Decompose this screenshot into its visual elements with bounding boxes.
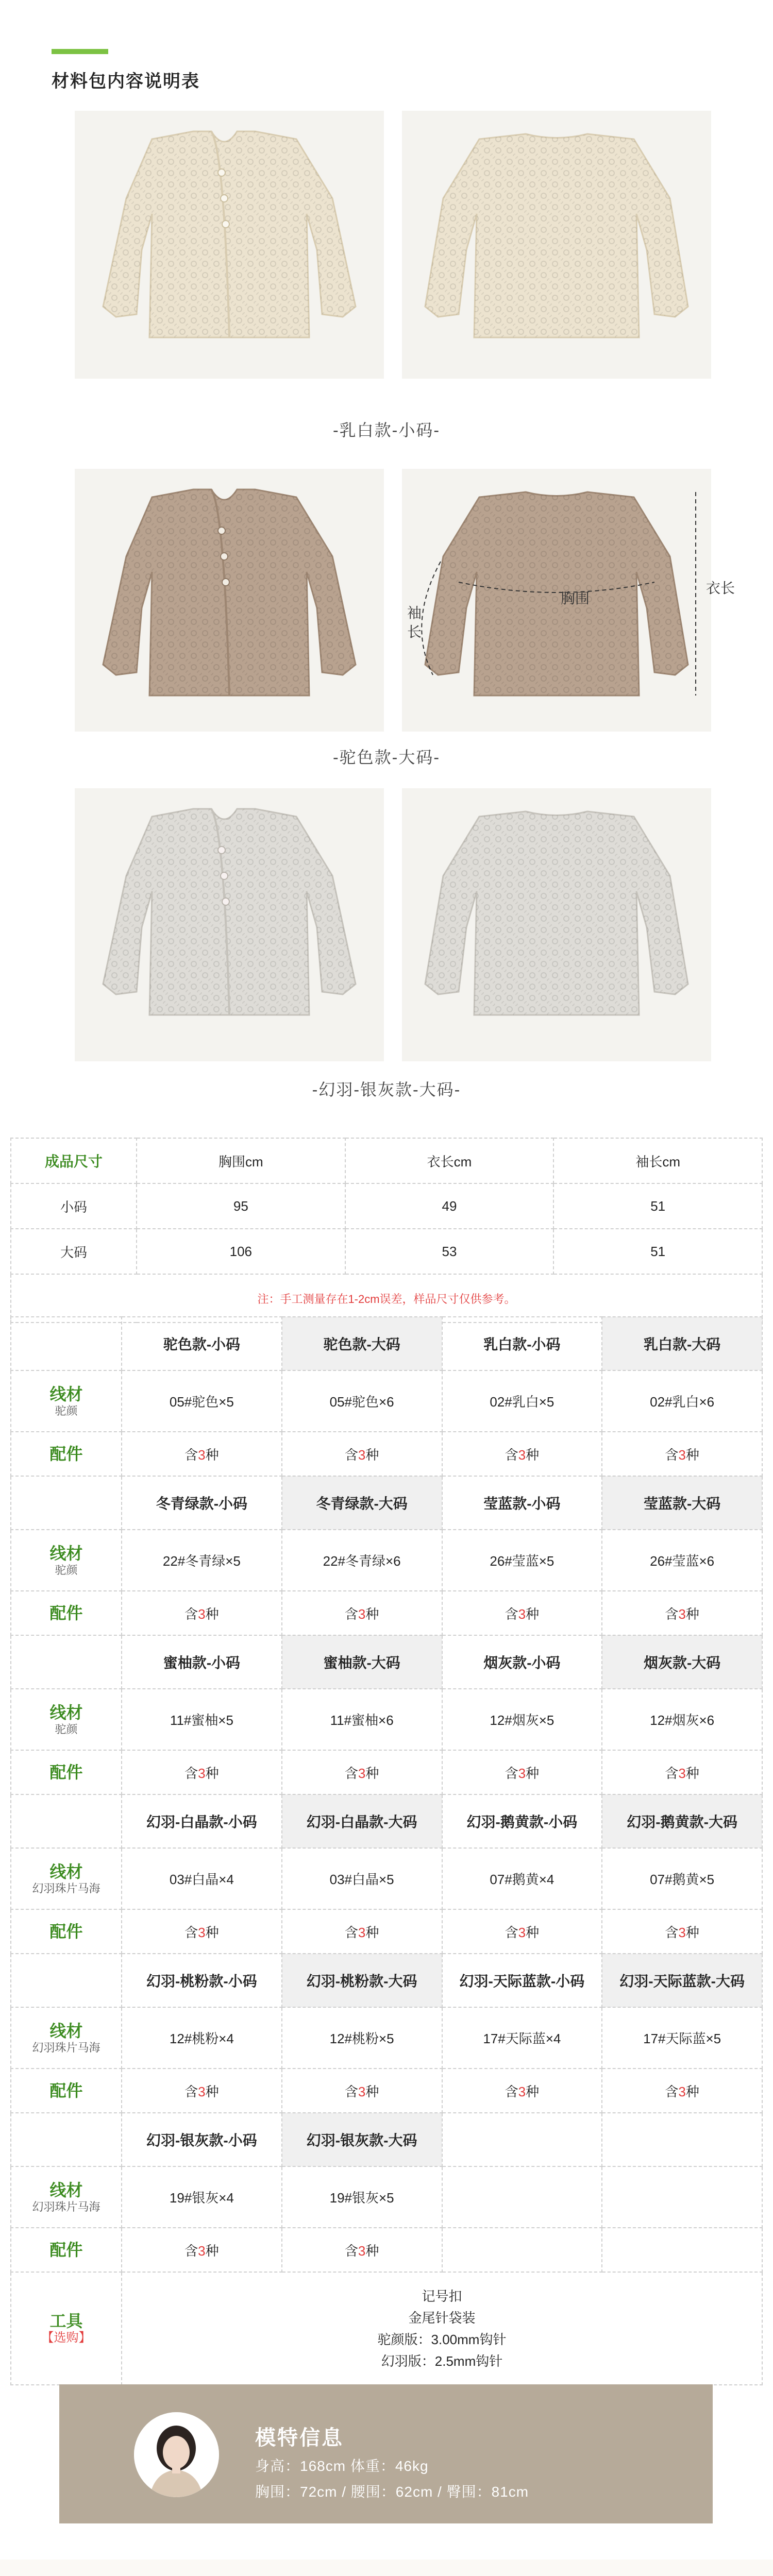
yarn-cell: 26#莹蓝×6 — [602, 1530, 762, 1591]
accessory-text-post: 种 — [205, 1765, 219, 1781]
accessory-count: 3 — [518, 1447, 526, 1463]
accessory-text-pre: 含 — [665, 1606, 679, 1622]
accessory-text-pre: 含 — [505, 1765, 518, 1781]
materials-yarn-row — [11, 1848, 762, 1909]
accessory-count: 3 — [358, 1606, 366, 1622]
materials-variant-header: 莹蓝款-大码 — [602, 1476, 762, 1530]
accessory-text-pre: 含 — [665, 1447, 679, 1463]
accessory-cell — [282, 1750, 442, 1794]
yarn-sublabel: 驼颜 — [55, 1563, 78, 1577]
accessory-text-post: 种 — [365, 1606, 379, 1622]
accessory-text-pre: 含 — [665, 1765, 679, 1781]
materials-accessory-row — [11, 1909, 762, 1954]
tools-list-cell — [122, 2272, 762, 2385]
accessory-cell — [602, 1591, 762, 1635]
yarn-label: 线材 — [49, 1385, 83, 1404]
yarn-cell: 07#鹅黄×5 — [602, 1848, 762, 1909]
materials-yarn-row — [11, 1689, 762, 1750]
materials-variant-header: 幻羽-天际蓝款-小码 — [442, 1954, 602, 2007]
tools-row-label — [11, 2272, 122, 2385]
materials-tools-row — [11, 2272, 762, 2385]
tools-list-item: 金尾针袋装 — [408, 2310, 476, 2326]
accessory-text-post: 种 — [526, 1606, 540, 1622]
materials-header-row — [11, 1794, 762, 1848]
product-photo-cream-front — [75, 111, 384, 379]
accessory-count: 3 — [198, 2083, 206, 2099]
accessory-row-label: 配件 — [11, 2228, 122, 2272]
size-table-cell: 106 — [137, 1229, 345, 1274]
materials-variant-header: 烟灰款-大码 — [602, 1635, 762, 1689]
accessory-text-post: 种 — [685, 1447, 699, 1463]
accessory-count: 3 — [518, 1924, 526, 1940]
accessory-text-post: 种 — [685, 1606, 699, 1622]
accessory-cell — [282, 1591, 442, 1635]
tools-label: 工具 — [49, 2311, 83, 2330]
accessory-count: 3 — [198, 2243, 206, 2259]
size-table-header-cell: 成品尺寸 — [11, 1138, 137, 1183]
accessory-text-post: 种 — [685, 1924, 699, 1940]
materials-variant-header: 幻羽-桃粉款-大码 — [282, 1954, 442, 2007]
yarn-cell: 12#桃粉×5 — [282, 2007, 442, 2069]
accessory-text-post: 种 — [205, 1924, 219, 1940]
accessory-text-pre: 含 — [344, 1924, 358, 1940]
accessory-text-pre: 含 — [184, 2083, 198, 2099]
accessory-count: 3 — [678, 1765, 686, 1781]
yarn-cell: 05#驼色×5 — [122, 1370, 282, 1432]
yarn-label: 线材 — [49, 2022, 83, 2041]
size-table-row — [11, 1229, 762, 1274]
size-table-header-cell: 衣长cm — [345, 1138, 554, 1183]
materials-variant-header: 幻羽-桃粉款-小码 — [122, 1954, 282, 2007]
materials-variant-header: 幻羽-银灰款-大码 — [282, 2113, 442, 2166]
accessory-text-post: 种 — [526, 1765, 540, 1781]
size-table-header — [11, 1138, 762, 1183]
size-table-row — [11, 1183, 762, 1229]
materials-table — [10, 1316, 763, 2385]
materials-variant-header — [602, 2113, 762, 2166]
yarn-cell — [602, 2166, 762, 2228]
accessory-text-pre: 含 — [505, 1606, 518, 1622]
accessory-text-post: 种 — [526, 1924, 540, 1940]
materials-variant-header: 乳白款-大码 — [602, 1317, 762, 1370]
materials-variant-header: 烟灰款-小码 — [442, 1635, 602, 1689]
model-info-line-1: 身高：168cm 体重：46kg — [255, 2458, 429, 2474]
materials-variant-header: 蜜柚款-小码 — [122, 1635, 282, 1689]
accessory-text-post: 种 — [365, 1447, 379, 1463]
yarn-cell: 19#银灰×5 — [282, 2166, 442, 2228]
accessory-cell — [442, 1750, 602, 1794]
size-table — [10, 1138, 763, 1323]
materials-accessory-row — [11, 2069, 762, 2113]
accessory-text-pre: 含 — [184, 1924, 198, 1940]
size-table-cell: 51 — [553, 1229, 762, 1274]
materials-yarn-row — [11, 2166, 762, 2228]
materials-header-row — [11, 1317, 762, 1370]
yarn-cell: 12#桃粉×4 — [122, 2007, 282, 2069]
tools-list-item: 驼颜版：3.00mm钩针 — [377, 2331, 507, 2347]
materials-variant-header: 冬青绿款-大码 — [282, 1476, 442, 1530]
yarn-cell: 12#烟灰×5 — [442, 1689, 602, 1750]
title-accent-bar — [52, 49, 108, 54]
measure-label-chest: 胸围 — [561, 590, 590, 606]
accessory-text-pre: 含 — [344, 2083, 358, 2099]
accessory-cell — [442, 1591, 602, 1635]
yarn-label: 线材 — [49, 2181, 83, 2200]
accessory-cell — [122, 1750, 282, 1794]
accessory-text-pre: 含 — [665, 1924, 679, 1940]
accessory-text-pre: 含 — [184, 1606, 198, 1622]
accessory-text-pre: 含 — [505, 2083, 518, 2099]
accessory-count: 3 — [518, 1765, 526, 1781]
accessory-cell — [282, 1432, 442, 1476]
measure-label-length: 衣长 — [706, 580, 735, 596]
yarn-cell: 07#鹅黄×4 — [442, 1848, 602, 1909]
accessory-count: 3 — [198, 1765, 206, 1781]
yarn-row-label — [11, 1370, 122, 1432]
accessory-count: 3 — [358, 2243, 366, 2259]
accessory-count: 3 — [518, 1606, 526, 1622]
accessory-row-label: 配件 — [11, 1591, 122, 1635]
yarn-cell: 17#天际蓝×5 — [602, 2007, 762, 2069]
yarn-sublabel: 幻羽珠片马海 — [32, 1882, 100, 1895]
yarn-cell: 17#天际蓝×4 — [442, 2007, 602, 2069]
materials-variant-header: 乳白款-小码 — [442, 1317, 602, 1370]
model-avatar — [134, 2412, 219, 2497]
accessory-row-label: 配件 — [11, 1909, 122, 1954]
accessory-cell — [442, 2069, 602, 2113]
materials-corner-cell — [11, 2113, 122, 2166]
materials-corner-cell — [11, 1635, 122, 1689]
accessory-count: 3 — [678, 1606, 686, 1622]
accessory-cell — [122, 1909, 282, 1954]
product-caption-camel: -驼色款-大码- — [333, 748, 440, 767]
yarn-cell: 12#烟灰×6 — [602, 1689, 762, 1750]
yarn-cell: 22#冬青绿×5 — [122, 1530, 282, 1591]
yarn-row-label — [11, 1530, 122, 1591]
materials-variant-header: 幻羽-银灰款-小码 — [122, 2113, 282, 2166]
accessory-text-post: 种 — [365, 1924, 379, 1940]
size-table-cell: 49 — [345, 1183, 554, 1229]
accessory-text-pre: 含 — [344, 2243, 358, 2259]
materials-corner-cell — [11, 1476, 122, 1530]
accessory-row-label: 配件 — [11, 1432, 122, 1476]
yarn-cell: 19#银灰×4 — [122, 2166, 282, 2228]
accessory-count: 3 — [358, 1447, 366, 1463]
accessory-text-post: 种 — [205, 1606, 219, 1622]
tools-list-item: 记号扣 — [422, 2288, 462, 2304]
accessory-count: 3 — [678, 1447, 686, 1463]
accessory-cell — [122, 1432, 282, 1476]
size-table-cell: 小码 — [11, 1183, 137, 1229]
materials-variant-header: 驼色款-大码 — [282, 1317, 442, 1370]
accessory-cell — [282, 1909, 442, 1954]
size-table-header-cell: 袖长cm — [553, 1138, 762, 1183]
product-caption-cream: -乳白款-小码- — [333, 421, 440, 439]
accessory-text-pre: 含 — [344, 1765, 358, 1781]
materials-variant-header: 莹蓝款-小码 — [442, 1476, 602, 1530]
accessory-text-pre: 含 — [184, 2243, 198, 2259]
accessory-text-post: 种 — [685, 2083, 699, 2099]
model-info-line-2: 胸围：72cm / 腰围：62cm / 臀围：81cm — [255, 2484, 529, 2500]
size-table-cell: 51 — [553, 1183, 762, 1229]
yarn-cell: 11#蜜柚×6 — [282, 1689, 442, 1750]
accessory-text-post: 种 — [365, 1765, 379, 1781]
accessory-cell — [122, 2228, 282, 2272]
materials-header-row — [11, 1954, 762, 2007]
model-info-title: 模特信息 — [255, 2427, 344, 2449]
materials-corner-cell — [11, 1317, 122, 1370]
materials-variant-header — [442, 2113, 602, 2166]
report-section — [0, 2560, 773, 2576]
accessory-cell — [442, 2228, 602, 2272]
accessory-text-post: 种 — [526, 1447, 540, 1463]
accessory-text-post: 种 — [205, 2083, 219, 2099]
accessory-count: 3 — [358, 1924, 366, 1940]
accessory-text-pre: 含 — [344, 1606, 358, 1622]
size-table-note: 注：手工测量存在1-2cm误差，样品尺寸仅供参考。 — [11, 1274, 762, 1323]
yarn-label: 线材 — [49, 1703, 83, 1722]
size-table-cell: 大码 — [11, 1229, 137, 1274]
accessory-text-pre: 含 — [344, 1447, 358, 1463]
yarn-cell: 03#白晶×5 — [282, 1848, 442, 1909]
yarn-cell: 11#蜜柚×5 — [122, 1689, 282, 1750]
accessory-count: 3 — [678, 2083, 686, 2099]
accessory-count: 3 — [678, 1924, 686, 1940]
size-table-cell: 95 — [137, 1183, 345, 1229]
size-table-header-cell: 胸围cm — [137, 1138, 345, 1183]
yarn-cell: 03#白晶×4 — [122, 1848, 282, 1909]
materials-variant-header: 蜜柚款-大码 — [282, 1635, 442, 1689]
accessory-text-pre: 含 — [665, 2083, 679, 2099]
materials-corner-cell — [11, 1954, 122, 2007]
materials-accessory-row — [11, 1591, 762, 1635]
accessory-count: 3 — [358, 2083, 366, 2099]
accessory-text-pre: 含 — [184, 1447, 198, 1463]
product-photo-camel-front — [75, 469, 384, 732]
materials-variant-header: 幻羽-白晶款-大码 — [282, 1794, 442, 1848]
accessory-text-pre: 含 — [184, 1765, 198, 1781]
accessory-text-post: 种 — [685, 1765, 699, 1781]
tools-list-item: 幻羽版：2.5mm钩针 — [381, 2353, 503, 2369]
yarn-cell — [442, 2166, 602, 2228]
materials-accessory-row — [11, 1750, 762, 1794]
accessory-row-label: 配件 — [11, 2069, 122, 2113]
yarn-cell: 22#冬青绿×6 — [282, 1530, 442, 1591]
product-photo-silver-back — [402, 788, 711, 1061]
yarn-sublabel: 驼颜 — [55, 1404, 78, 1417]
materials-corner-cell — [11, 1794, 122, 1848]
accessory-count: 3 — [518, 2083, 526, 2099]
accessory-text-pre: 含 — [505, 1924, 518, 1940]
accessory-count: 3 — [358, 1765, 366, 1781]
accessory-count: 3 — [198, 1447, 206, 1463]
materials-accessory-row — [11, 2228, 762, 2272]
yarn-sublabel: 驼颜 — [55, 1722, 78, 1736]
yarn-label: 线材 — [49, 1544, 83, 1563]
accessory-cell — [282, 2069, 442, 2113]
materials-header-row — [11, 1476, 762, 1530]
materials-accessory-row — [11, 1432, 762, 1476]
accessory-cell — [602, 1909, 762, 1954]
accessory-cell — [602, 1750, 762, 1794]
measure-label-sleeve-1: 袖 — [407, 605, 422, 621]
accessory-cell — [602, 2228, 762, 2272]
accessory-text-post: 种 — [365, 2083, 379, 2099]
size-table-cell: 53 — [345, 1229, 554, 1274]
product-photo-silver-front — [75, 788, 384, 1061]
yarn-row-label — [11, 1848, 122, 1909]
yarn-row-label — [11, 1689, 122, 1750]
materials-variant-header: 幻羽-鹅黄款-小码 — [442, 1794, 602, 1848]
materials-variant-header: 冬青绿款-小码 — [122, 1476, 282, 1530]
yarn-cell: 26#莹蓝×5 — [442, 1530, 602, 1591]
accessory-count: 3 — [198, 1606, 206, 1622]
accessory-cell — [602, 2069, 762, 2113]
yarn-row-label — [11, 2166, 122, 2228]
product-caption-silver: -幻羽-银灰款-大码- — [312, 1080, 461, 1099]
accessory-cell — [602, 1432, 762, 1476]
yarn-label: 线材 — [49, 1862, 83, 1882]
accessory-cell — [442, 1909, 602, 1954]
materials-variant-header: 幻羽-鹅黄款-大码 — [602, 1794, 762, 1848]
yarn-row-label — [11, 2007, 122, 2069]
yarn-cell: 05#驼色×6 — [282, 1370, 442, 1432]
materials-yarn-row — [11, 1530, 762, 1591]
materials-yarn-row — [11, 2007, 762, 2069]
accessory-text-post: 种 — [365, 2243, 379, 2259]
product-photo-camel-back — [402, 469, 711, 732]
accessory-row-label: 配件 — [11, 1750, 122, 1794]
measure-label-sleeve-2: 长 — [407, 624, 422, 640]
product-photo-cream-back — [402, 111, 711, 379]
tools-optional-label: 【选购】 — [41, 2331, 91, 2345]
accessory-text-post: 种 — [205, 1447, 219, 1463]
yarn-sublabel: 幻羽珠片马海 — [32, 2200, 100, 2213]
accessory-text-post: 种 — [526, 2083, 540, 2099]
materials-variant-header: 幻羽-白晶款-小码 — [122, 1794, 282, 1848]
accessory-cell — [442, 1432, 602, 1476]
accessory-text-pre: 含 — [505, 1447, 518, 1463]
materials-header-row — [11, 1635, 762, 1689]
accessory-cell — [122, 2069, 282, 2113]
materials-header-row — [11, 2113, 762, 2166]
yarn-sublabel: 幻羽珠片马海 — [32, 2041, 100, 2054]
materials-variant-header: 幻羽-天际蓝款-大码 — [602, 1954, 762, 2007]
materials-variant-header: 驼色款-小码 — [122, 1317, 282, 1370]
accessory-count: 3 — [198, 1924, 206, 1940]
page-title: 材料包内容说明表 — [52, 72, 200, 91]
accessory-text-post: 种 — [205, 2243, 219, 2259]
accessory-cell — [282, 2228, 442, 2272]
accessory-cell — [122, 1591, 282, 1635]
yarn-cell: 02#乳白×6 — [602, 1370, 762, 1432]
materials-yarn-row — [11, 1370, 762, 1432]
yarn-cell: 02#乳白×5 — [442, 1370, 602, 1432]
